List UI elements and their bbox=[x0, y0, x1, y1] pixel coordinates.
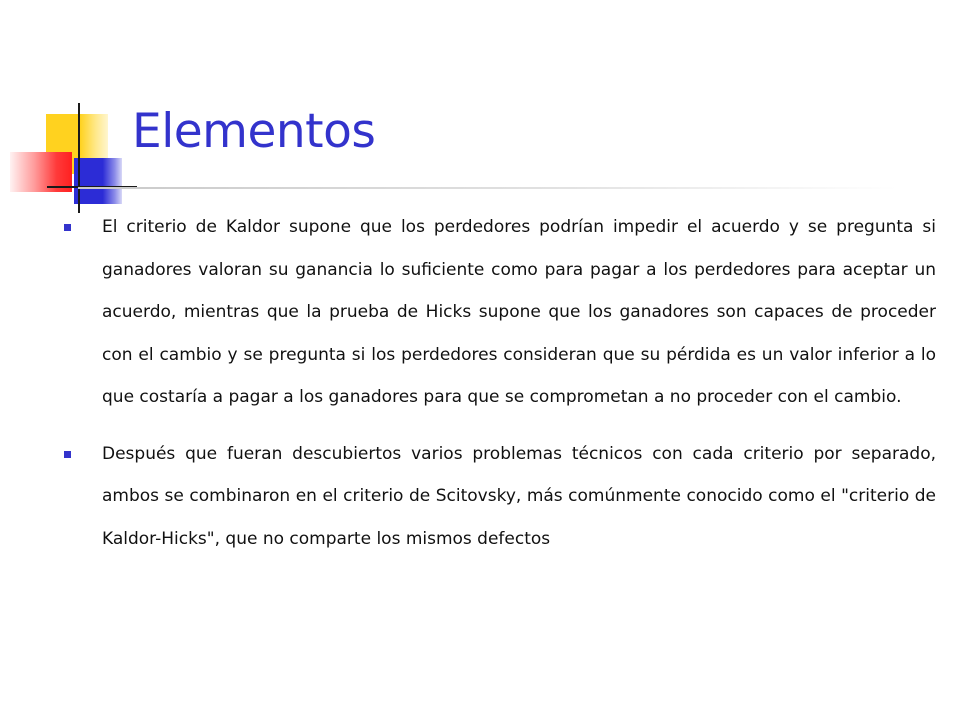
title-underline bbox=[78, 187, 898, 189]
bullet-text: El criterio de Kaldor supone que los perdedores podrían impedir el acuerdo y se pregunta si ganadores valoran su ganancia lo suficiente como para pagar a los perdedores para aceptar un acuerdo, mientras que la prueba de Hicks supone que los ganadores son capaces de proceder con el cambio y se pregunta si los perdedores consideran que su pérdida es un valor inferior a lo que costaría a pagar a los ganadores para que se comprometan a no proceder con el cambio. bbox=[102, 217, 936, 407]
square-bullet-icon bbox=[64, 224, 71, 231]
decorative-squares-graphic bbox=[0, 0, 140, 200]
bullet-item bbox=[62, 206, 936, 419]
slide-title: Elementos bbox=[132, 104, 376, 159]
bullet-text: Después que fueran descubiertos varios problemas técnicos con cada criterio por separado, ambos se combinaron en el criterio de Scitovsky, más comúnmente conocido como el "criterio de Kaldor-Hicks", que no comparte los mismos defectos bbox=[102, 443, 936, 549]
blue-square bbox=[74, 158, 122, 204]
square-bullet-icon bbox=[64, 451, 71, 458]
vertical-line bbox=[78, 103, 80, 213]
bullet-item bbox=[62, 433, 936, 561]
bullet-list bbox=[62, 206, 936, 574]
